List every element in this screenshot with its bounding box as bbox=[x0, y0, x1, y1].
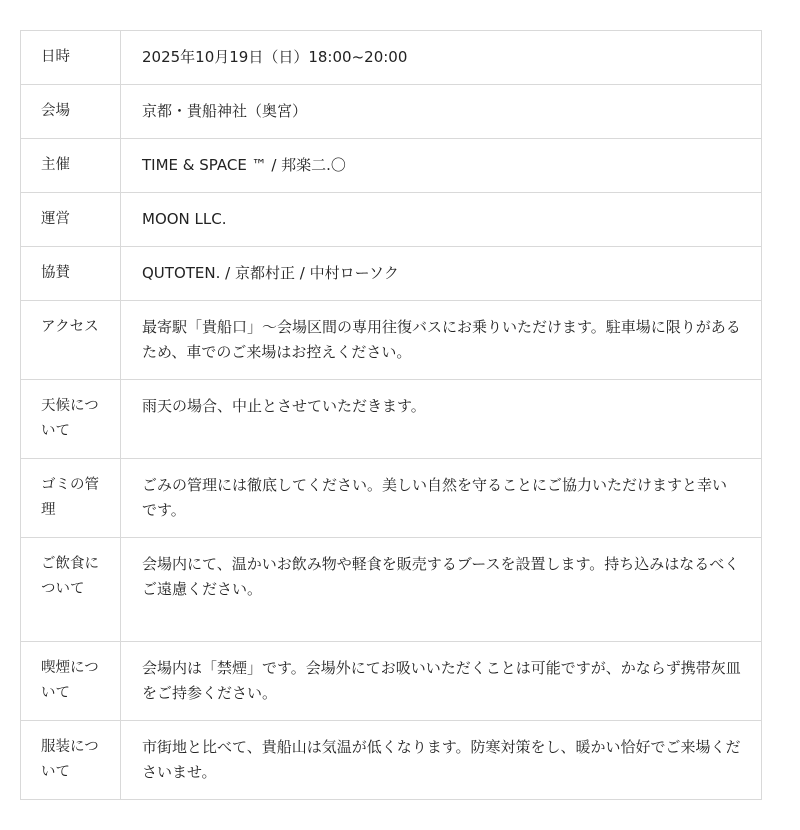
table-row-smoking bbox=[21, 642, 762, 721]
row-value-trash: ごみの管理には徹底してください。美しい自然を守ることにご協力いただけますと幸いです。 bbox=[121, 459, 762, 538]
row-label-access: アクセス bbox=[21, 301, 121, 380]
table-row-organizer bbox=[21, 139, 762, 193]
row-label-operator: 運営 bbox=[21, 193, 121, 247]
table-row-venue bbox=[21, 85, 762, 139]
table-row-datetime bbox=[21, 31, 762, 85]
row-value-weather: 雨天の場合、中止とさせていただきます。 bbox=[121, 380, 762, 459]
table-row-weather bbox=[21, 380, 762, 459]
row-label-venue: 会場 bbox=[21, 85, 121, 139]
row-value-smoking: 会場内は「禁煙」です。会場外にてお吸いいただくことは可能ですが、かならず携帯灰皿をご持参ください。 bbox=[121, 642, 762, 721]
row-label-weather: 天候について bbox=[21, 380, 121, 459]
table-row-sponsors bbox=[21, 247, 762, 301]
row-value-sponsors: QUTOTEN. / 京都村正 / 中村ローソク bbox=[121, 247, 762, 301]
row-value-organizer: TIME & SPACE ™ / 邦楽二.〇 bbox=[121, 139, 762, 193]
table-row-operator bbox=[21, 193, 762, 247]
row-value-food: 会場内にて、温かいお飲み物や軽食を販売するブースを設置します。持ち込みはなるべくご遠慮ください。 bbox=[121, 538, 762, 642]
row-label-smoking: 喫煙について bbox=[21, 642, 121, 721]
table-row-trash bbox=[21, 459, 762, 538]
row-value-access: 最寄駅「貴船口」〜会場区間の専用往復バスにお乗りいただけます。駐車場に限りがあるため、車でのご来場はお控えください。 bbox=[121, 301, 762, 380]
row-value-attire: 市街地と比べて、貴船山は気温が低くなります。防寒対策をし、暖かい恰好でご来場くださいませ。 bbox=[121, 721, 762, 800]
row-label-organizer: 主催 bbox=[21, 139, 121, 193]
table-row-attire bbox=[21, 721, 762, 800]
row-label-food: ご飲食について bbox=[21, 538, 121, 642]
table-row-food bbox=[21, 538, 762, 642]
row-value-venue: 京都・貴船神社（奥宮） bbox=[121, 85, 762, 139]
row-label-datetime: 日時 bbox=[21, 31, 121, 85]
row-label-trash: ゴミの管理 bbox=[21, 459, 121, 538]
row-label-sponsors: 協賛 bbox=[21, 247, 121, 301]
row-value-datetime: 2025年10月19日（日）18:00~20:00 bbox=[121, 31, 762, 85]
row-value-operator: MOON LLC. bbox=[121, 193, 762, 247]
table-row-access bbox=[21, 301, 762, 380]
event-info-table bbox=[20, 30, 762, 800]
row-label-attire: 服装について bbox=[21, 721, 121, 800]
